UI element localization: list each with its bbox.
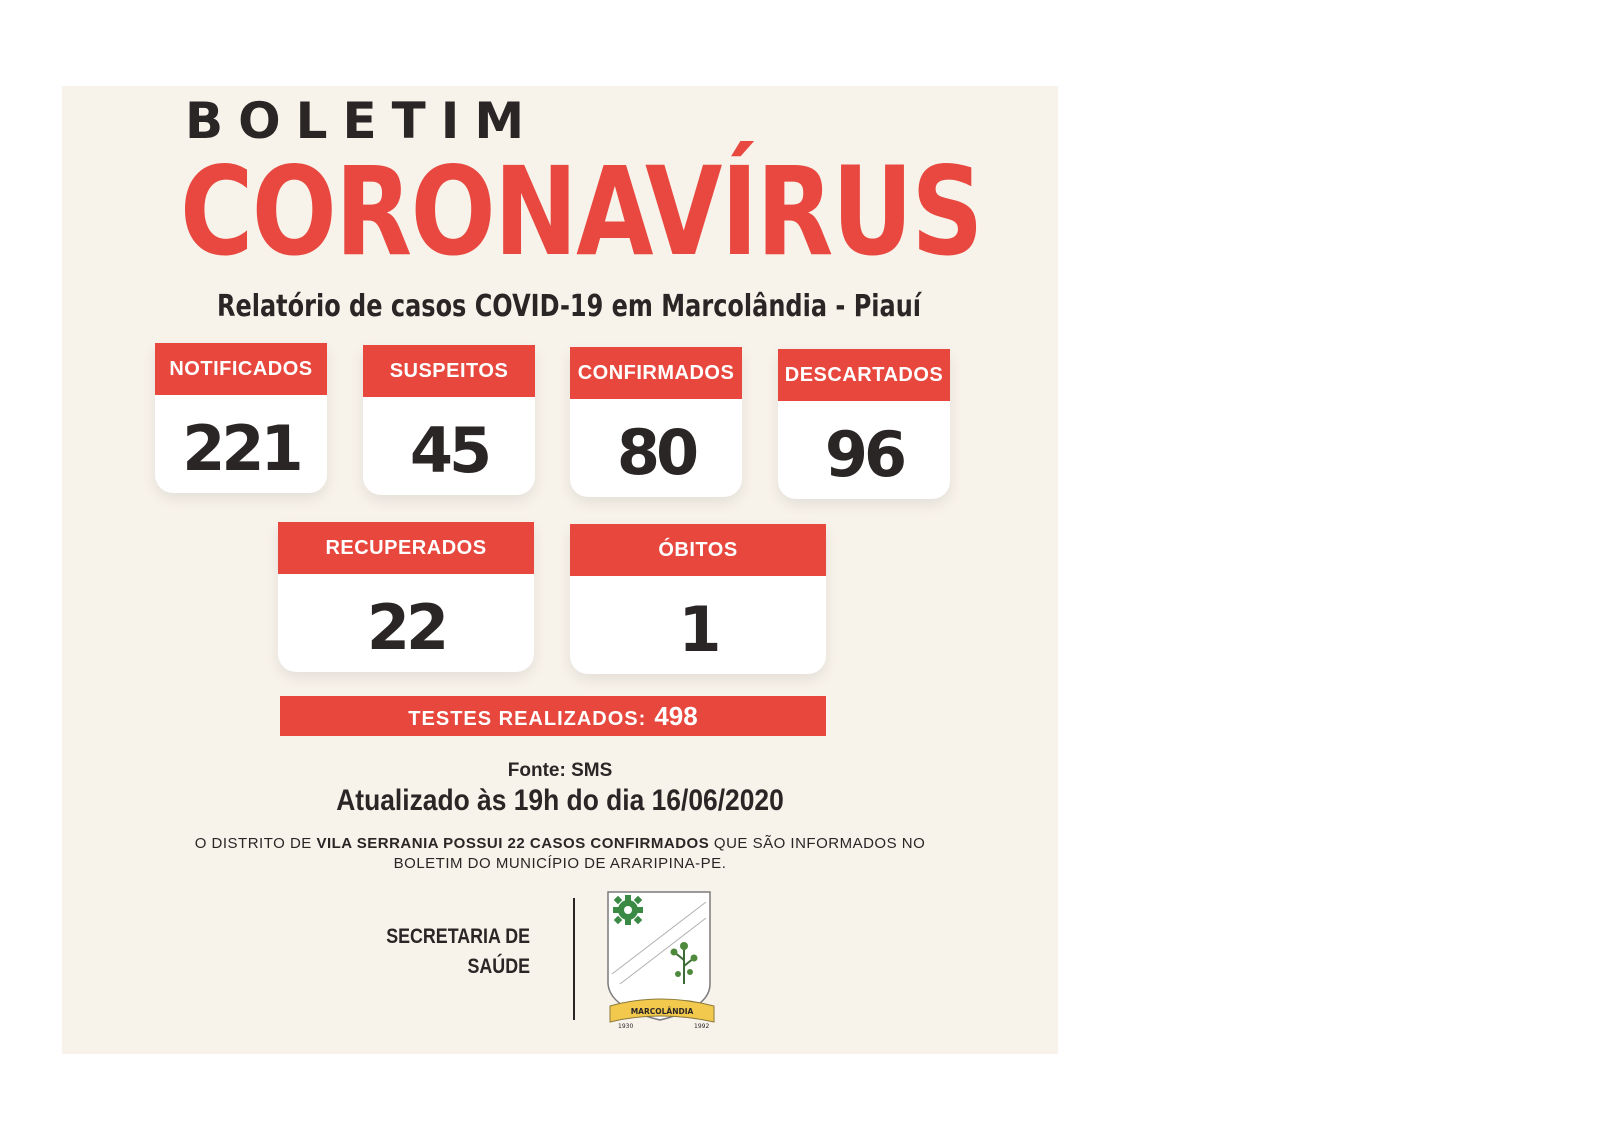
stat-card-obitos xyxy=(570,524,826,674)
stat-card-descartados xyxy=(778,349,950,499)
source-line: Fonte: SMS xyxy=(507,760,613,781)
bulletin-subtitle: Relatório de casos COVID-19 em Marcolândia - Piauí xyxy=(217,289,922,324)
stat-label: ÓBITOS xyxy=(570,524,826,576)
district-notice xyxy=(180,834,940,874)
stat-card-confirmados xyxy=(570,347,742,497)
tests-label: TESTES REALIZADOS: xyxy=(408,708,647,730)
stat-card-notificados xyxy=(155,343,327,493)
bulletin-kicker: BOLETIM xyxy=(185,92,540,150)
stat-label: CONFIRMADOS xyxy=(570,347,742,399)
crest-year-right: 1992 xyxy=(694,1023,710,1030)
stat-label: RECUPERADOS xyxy=(278,522,534,574)
footer-divider xyxy=(573,898,575,1020)
updated-line: Atualizado às 19h do dia 16/06/2020 xyxy=(336,784,784,817)
stat-card-recuperados xyxy=(278,522,534,672)
tests-value: 498 xyxy=(654,701,698,731)
notice-text-end: QUE SÃO INFORMADOS NO BOLETIM DO MUNICÍPIO DE ARARIPINA-PE. xyxy=(393,835,926,872)
bulletin-title: CORONAVÍRUS xyxy=(180,141,982,283)
stat-value: 221 xyxy=(182,412,300,485)
stat-label: SUSPEITOS xyxy=(363,345,535,397)
notice-highlight: VILA SERRANIA POSSUI 22 CASOS CONFIRMADOS xyxy=(316,835,710,852)
secretaria-line-2: SAÚDE xyxy=(467,955,530,978)
secretaria-label xyxy=(386,922,531,982)
stat-label: NOTIFICADOS xyxy=(155,343,327,395)
crest-year-left: 1930 xyxy=(618,1023,634,1030)
stat-value: 80 xyxy=(616,416,696,489)
stat-value: 22 xyxy=(366,591,446,664)
crest-banner-text: MARCOLÂNDIA xyxy=(630,1007,694,1016)
stat-value: 45 xyxy=(409,414,489,487)
secretaria-line-1: SECRETARIA DE xyxy=(386,925,530,948)
stat-value: 96 xyxy=(824,418,904,491)
stat-label: DESCARTADOS xyxy=(778,349,950,401)
tests-banner xyxy=(280,696,826,736)
notice-text: O DISTRITO DE xyxy=(194,835,317,852)
municipal-crest-icon xyxy=(602,888,722,1046)
stat-value: 1 xyxy=(678,593,718,666)
stat-card-suspeitos xyxy=(363,345,535,495)
